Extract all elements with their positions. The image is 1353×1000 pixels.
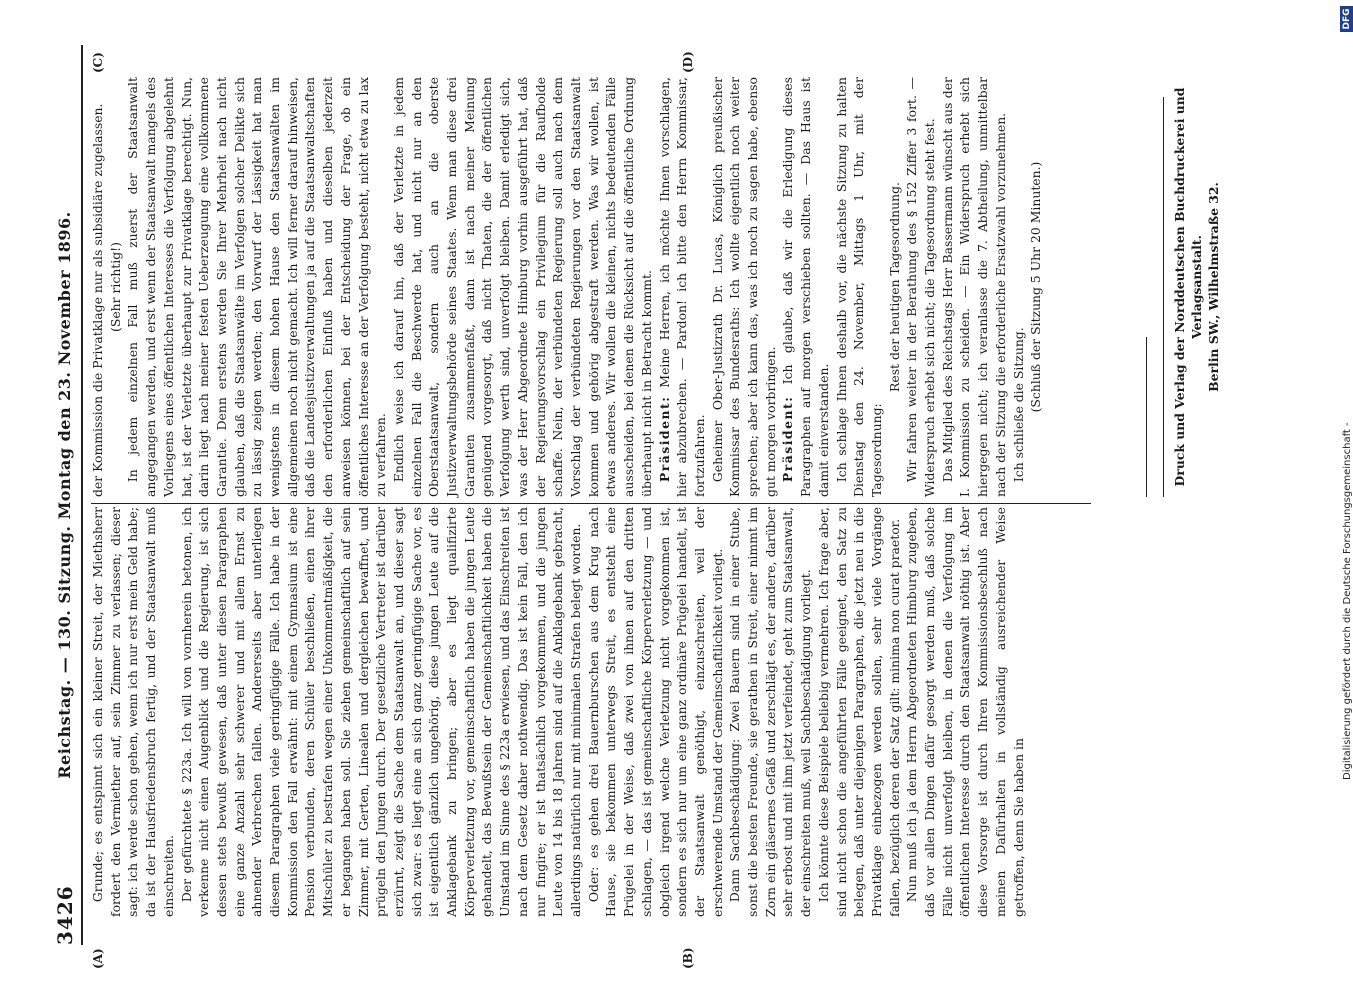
- speaker-label: Präsident:: [780, 395, 796, 483]
- right-column: [89, 77, 1089, 497]
- paragraph-text: Wir fahren weiter in der Berathung des § 152 Ziffer 3 fort. — Widerspruch erhebt sich nicht; die Tagesordnung steht fest.: [904, 77, 938, 497]
- paragraph-text: Das Mitglied des Reichstags Herr Bassermann wünscht aus der I. Kommission zu scheiden. — Ein Widerspruch erhebt sich hiergegen nicht; ich veranlasse die 7. Abtheilung, unmittelbar nach der Sitzung die erforderliche Ersatzwahl vorzunehmen.: [939, 77, 1008, 497]
- running-head: [51, 45, 83, 945]
- left-column-paragraph: [178, 507, 585, 917]
- page-header-title: Reichstag. — 130. Sitzung. Montag den 23. November 1896.: [55, 211, 74, 779]
- paragraph-text: Ich schließe die Sitzung.: [1010, 327, 1026, 483]
- left-column-paragraph: [585, 507, 727, 917]
- right-column-paragraph: [1010, 77, 1028, 497]
- paragraph-text: Ich schlage Ihnen deshalb vor, die nächste Sitzung zu halten Dienstag den 24. November, Mittags 1 Uhr, mit der Tagesordnung:: [833, 77, 884, 497]
- paragraph-text: der Kommission die Privatklage nur als subsidiäre zugelassen.: [90, 103, 105, 497]
- right-column-paragraph: [107, 77, 125, 497]
- speaker-label: Präsident:: [656, 395, 672, 483]
- right-column-paragraph: [1027, 77, 1045, 497]
- left-column-paragraph: [815, 507, 904, 917]
- right-column-paragraph: [89, 77, 107, 497]
- left-column-paragraph: [89, 507, 178, 917]
- paragraph-text: Dann Sachbeschädigung: Zwei Bauern sind in einer Stube, sonst die besten Freunde, sie gerathen in Streit, einer nimmt im Zorn ein gläsernes Gefäß und zerschlägt es, der andere, darüber sehr erbost und mit ihm jetzt verfeindet, geht zum Staatsanwalt, der einschreiten muß, weil Sachbeschädigung vorliegt.: [727, 507, 814, 917]
- paragraph-text: Der gefürchtete § 223a. Ich will von vornherein betonen, ich verkenne nicht einen Augenblick und die Regierung, ist sich dessen stets bewußt gewesen, daß unter diesen Paragraphen eine ganze Anzahl sehr schwerer und mit allem Ernst zu ahnender Verbrechen fallen. Andererseits aber unterliegen diesem Paragraphen viele geringfügige Fälle. Ich habe in der Kommission den Fall erwähnt: mit einem Gymnasium ist eine Pension verbunden, deren Schüler beschließen, einen ihrer Mitschüler zu bestrafen wegen einer Unkommentmäßigkeit, die er begangen haben soll. Sie ziehen gemeinschaftlich auf sein Zimmer, mit Gerten, Linealen und dergleichen bewaffnet, und prügeln den Jungen durch. Der gesetzliche Vertreter ist darüber erzürnt, zeigt die Sache dem Staatsanwalt an, und dieser sagt sich zwar: es liegt eine an sich ganz geringfügige Sache vor, es ist eigentlich gänzlich ungehörig, diese jungen Leute auf die Anklagebank zu bringen; aber es liegt qualifizirte Körperverletzung vor, gemeinschaftlich haben die jungen Leute gehandelt, das Bewußtsein der Gemeinschaftlichkeit haben die Umstand im Sinne des § 223a erwiesen, und das Einschreiten ist nach dem Gesetz daher nothwendig. Das ist kein Fall, den ich nur fingire; er ist thatsächlich vorgekommen, und die jungen Leute von 14 bis 18 Jahren sind auf die Anklagebank gebracht, allerdings natürlich nur mit minimalen Strafen belegt worden.: [178, 507, 583, 917]
- paragraph-text: (Sehr richtig!): [107, 242, 123, 332]
- paragraph-text: Endlich weise ich darauf hin, daß der Verletzte in jedem einzelnen Fall die Beschwerde hat, und nicht nur an den Oberstaatsanwalt, sondern auch an die oberste Justizverwaltungsbehörde seines Staates. Wenn man diese drei Garantien zusammenfaßt, dann ist nach meiner Meinung genügend vorgesorgt, daß nicht Thaten, die der öffentlichen Verfolgung werth sind, unverfolgt bleiben. Damit erledigt sich, was der Herr Abgeordnete Himburg vorhin ausgeführt hat, daß der Regierungsvorschlag ein Privilegium für die Raufbolde schaffe. Nein, der verbündeten Regierung soll auch nach dem Vorschlag der verbündeten Regierungen vor den Staatsanwalt kommen und gehörig abgestraft werden. Was wir wollen, ist etwas anderes. Wir wollen die kleinen, nichts bedeutenden Fälle ausscheiden, bei denen die Rücksicht auf die öffentliche Ordnung überhaupt nicht in Betracht kommt.: [390, 77, 654, 497]
- paragraph-text: Grunde; es entspinnt sich ein kleiner Streit, der Miethsherr fordert den Vermiether auf, sein Zimmer zu verlassen; dieser sagt: ich werde schon gehen, wenn ich nur erst mein Geld habe; da ist der Hausfriedensbruch fertig, und der Staatsanwalt muß einschreiten.: [90, 507, 176, 917]
- digitization-sidebar: [1342, 0, 1353, 1000]
- imprint: [1171, 77, 1222, 497]
- right-column-paragraph: [656, 77, 709, 497]
- page-number: 3426: [53, 885, 77, 945]
- rotated-page: [51, 45, 1241, 969]
- right-column-paragraph: [939, 77, 1010, 497]
- right-column-paragraph: [779, 77, 832, 497]
- imprint-line-1: Druck und Verlag der Norddeutschen Buchdruckerei und Verlagsanstalt.: [1172, 87, 1204, 487]
- paragraph-text: In jedem einzelnen Fall muß zuerst der Staatsanwalt angegangen werden, und erst wenn der Staatsanwalt mangels des Vorliegens eines öffentlichen Interesses die Verfolgung abgelehnt hat, ist der Verletzte überhaupt zur Privatklage berechtigt. Nun, darin liegt nach meiner festen Ueberzeugung eine vollkommene Garantie. Denn erstens werden Sie Ihrer Mehrheit nach nicht glauben, daß die Staatsanwälte im Verfolgen solcher Delikte sich zu lässig zeigen werden; den Vorwurf der Lässigkeit hat man wenigstens in diesem hohen Hause den Staatsanwälten im allgemeinen noch nicht gemacht. Ich will ferner darauf hinweisen, daß die Landesjustizverwaltungen ja auf die Staatsanwaltschaften den erforderlichen Einfluß haben und dieselben jederzeit anweisen können, bei der Entscheidung der Frage, ob ein öffentliches Interesse an der Verfolgung besteht, nicht etwa zu lax zu verfahren.: [125, 77, 389, 497]
- right-column-paragraph: [124, 77, 390, 497]
- paragraph-text: Meine Herren, ich möchte Ihnen vorschlagen, hier abzubrechen. — Pardon! ich bitte den Herrn Kommissar, fortzufahren.: [656, 77, 707, 497]
- left-column: [89, 507, 1089, 917]
- right-column-paragraph: [903, 77, 938, 497]
- paragraph-text: Nun muß ich ja dem Herrn Abgeordneten Himburg zugeben, daß vor allen Dingen dafür gesorgt werden muß, daß solche Fälle nicht unverfolgt bleiben, in denen die Verfolgung im öffentlichen Interesse durch den Staatsanwalt nöthig ist. Aber diese Vorsorge ist durch Ihren Kommissionsbeschluß nach meinen Dafürhalten in vollständig ausreichender Weise getroffen, denn Sie haben in: [904, 507, 1026, 917]
- paragraph-text: (Schluß der Sitzung 5 Uhr 20 Minuten.): [1028, 161, 1044, 413]
- paragraph-text: Ich glaube, daß wir die Erledigung dieses Paragraphen auf morgen verschieben sollten. — Das Haus ist damit einverstanden.: [780, 77, 831, 497]
- paragraph-text: Ich könnte diese Beispiele beliebig vermehren. Ich frage aber, sind nicht schon die angeführten Fälle geeignet, den Satz zu belegen, daß unter diejenigen Paragraphen, die jetzt neu in die Privatklage einbezogen werden sollen, sehr viele Vorgänge fallen, bezüglich deren der Satz gilt: minima non curat praetor.: [815, 507, 902, 917]
- margin-mark-c: (C): [91, 52, 105, 73]
- left-column-paragraph: [726, 507, 815, 917]
- paragraph-text: Rest der heutigen Tagesordnung.: [886, 182, 902, 392]
- margin-mark-b: (B): [681, 947, 695, 969]
- paragraph-text: Geheimer Ober-Justizrath Dr. Lucas, Königlich preußischer Kommissar des Bundesraths: Ich wollte eigentlich noch weiter sprechen; aber ich kann das, was ich noch zu sagen habe, ebenso gut morgen vorbringen.: [709, 77, 778, 497]
- right-column-paragraph: [709, 77, 780, 497]
- digitization-credit: Digitalisierung gefördert durch die Deutsche Forschungsgemeinschaft -: [1342, 422, 1353, 780]
- paragraph-text: Oder: es gehen drei Bauernburschen aus dem Krug nach Hause, sie bekommen unterwegs Streit, es entsteht eine Prügelei in der Weise, daß zwei von ihnen auf den dritten schlagen, — das ist gemeinschaftliche Körperverletzung — und obgleich irgend welche Verletzung nicht vorgekommen ist, sondern es sich nur um eine ganz ordinäre Prügelei handelt, ist der Staatsanwalt genöthigt, einzuschreiten, weil der erschwerende Umstand der Gemeinschaftlichkeit vorliegt.: [585, 507, 725, 917]
- margin-mark-d: (D): [681, 51, 695, 73]
- imprint-line-2: Berlin SW., Wilhelmstraße 32.: [1206, 182, 1221, 392]
- margin-mark-a: (A): [91, 948, 105, 969]
- left-column-paragraph: [903, 507, 1027, 917]
- end-rule: [1146, 337, 1147, 497]
- column-divider: [91, 503, 1091, 504]
- right-column-paragraph: [390, 77, 656, 497]
- dfg-logo-text: DFG: [1342, 8, 1352, 30]
- right-column-paragraph: [886, 77, 904, 497]
- imprint-rule: [1163, 97, 1164, 497]
- right-column-paragraph: [833, 77, 886, 497]
